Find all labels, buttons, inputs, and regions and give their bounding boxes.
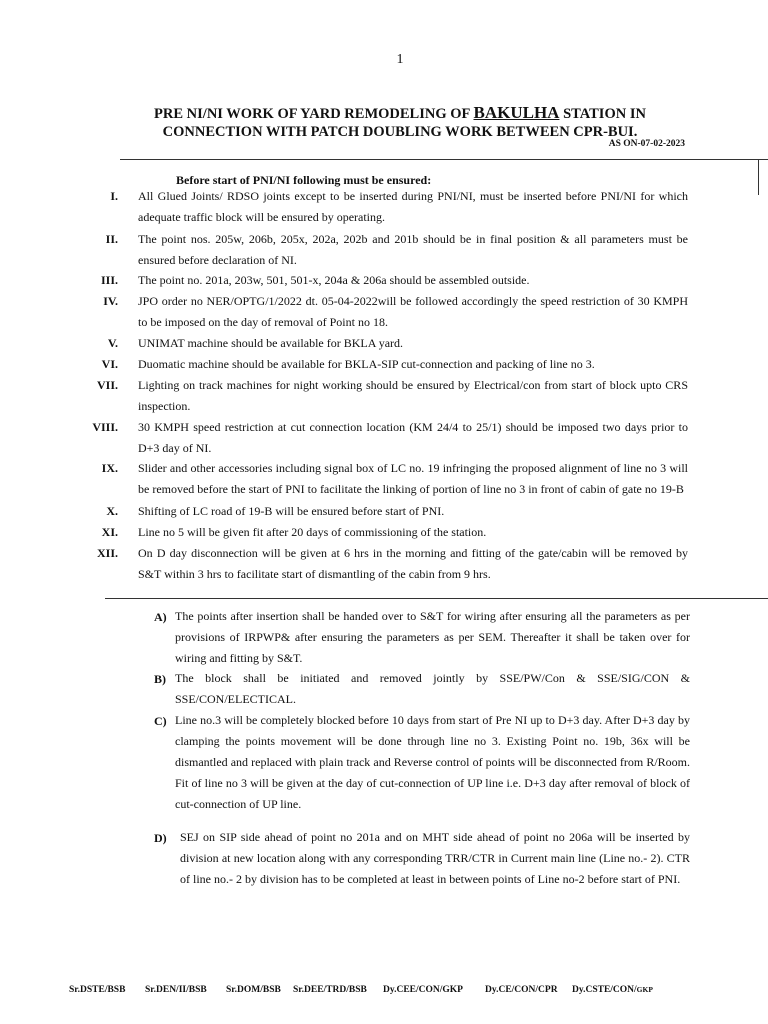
item-text: Duomatic machine should be available for BKLA-SIP cut-connection and packing of line no 3. — [138, 357, 595, 371]
item-number: IV. — [103, 294, 118, 308]
item-text: Line no 5 will be given fit after 20 days of commissioning of the station. — [138, 525, 487, 539]
item-number: I. — [110, 189, 118, 203]
item-text: 30 KMPH speed restriction at cut connection location (KM 24/4 to 25/1) should be imposed two days prior to D+3 day of NI. — [138, 420, 688, 455]
document-title-line-2: CONNECTION WITH PATCH DOUBLING WORK BETWEEN CPR-BUI. — [162, 124, 638, 140]
item-number: VII. — [96, 378, 118, 392]
item-text: All Glued Joints/ RDSO joints except to be inserted during PNI/NI, must be inserted before PNI/NI for which adequate traffic block will be ensured by operating. — [138, 189, 688, 224]
paragraph-text: Line no.3 will be completely blocked before 10 days from start of Pre NI up to D+3 day. After D+3 day by clamping the points movement will be done through line no 3. Existing Point no. 19b, 36x will be dismantled and replaced with plain track and Reverse control of points will be disconnected from R/Room. Fit of line no 3 will be given at the day of cut-connection of UP line i.e. D+3 day after removal of block of cut-connection of UP line. — [175, 713, 690, 811]
paragraph-letter: C) — [154, 714, 167, 728]
item-number: IX. — [101, 461, 118, 475]
item-text: Lighting on track machines for night working should be ensured by Electrical/con from start of block upto CRS inspection. — [138, 378, 688, 413]
item-number: XI. — [101, 525, 118, 539]
paragraph-text: The block shall be initiated and removed jointly by SSE/PW/Con & SSE/SIG/CON & SSE/CON/ELECTICAL. — [175, 671, 690, 706]
signatory: Sr.DOM/BSB — [226, 985, 281, 995]
item-text: Slider and other accessories including signal box of LC no. 19 infringing the proposed alignment of line no 3 will be removed before the start of PNI to facilitate the linking of portion of line no 3 in front of cabin of gate no 19-B — [138, 461, 688, 496]
paragraph-text: SEJ on SIP side ahead of point no 201a and on MHT side ahead of point no 206a will be inserted by division at new location along with any corresponding TRR/CTR in Current main line (Line no.- 2). CTR of line no.- 2 by division has to be completed at least in between points of Line no-2 before start of PNI. — [180, 830, 690, 886]
as-on-date: AS ON-07-02-2023 — [608, 139, 685, 149]
station-name: BAKULHA — [473, 103, 560, 122]
title-prefix: PRE NI/NI WORK OF YARD REMODELING OF — [154, 106, 474, 122]
paragraph-letter: A) — [154, 610, 167, 624]
divider-middle — [105, 598, 768, 599]
signatory-part: GKP — [636, 985, 653, 994]
signatory: Sr.DEE/TRD/BSB — [293, 985, 367, 995]
section-heading: Before start of PNI/NI following must be ensured: — [176, 173, 432, 187]
item-text: UNIMAT machine should be available for BKLA yard. — [138, 336, 404, 350]
item-number: VI. — [101, 357, 118, 371]
item-number: III. — [100, 273, 118, 287]
title-suffix: STATION IN — [559, 106, 646, 122]
item-text: Shifting of LC road of 19-B will be ensured before start of PNI. — [138, 504, 445, 518]
paragraph-letter: B) — [154, 672, 166, 686]
item-number: II. — [105, 232, 118, 246]
item-text: The point no. 201a, 203w, 501, 501-x, 204a & 206a should be assembled outside. — [138, 273, 530, 287]
paragraph-text: The points after insertion shall be handed over to S&T for wiring after ensuring all the parameters as per provisions of IRPWP& after ensuring the parameters as per SEM. Thereafter it shall be taken over for wiring and fitting by S&T. — [175, 609, 690, 665]
paragraph-letter: D) — [154, 831, 167, 845]
signatory-part: Dy.CSTE/CON/ — [572, 985, 637, 995]
item-text: On D day disconnection will be given at 6 hrs in the morning and fitting of the gate/cabin will be removed by S&T within 3 hrs to facilitate start of dismantling of the cabin from 9 hrs. — [138, 546, 688, 581]
signatory: Dy.CEE/CON/GKP — [383, 985, 463, 995]
divider-top — [120, 159, 768, 160]
item-number: X. — [106, 504, 118, 518]
signatory: Dy.CE/CON/CPR — [485, 985, 558, 995]
page-number: 1 — [396, 52, 404, 67]
signatory: Sr.DEN/II/BSB — [145, 985, 207, 995]
item-number: VIII. — [92, 420, 118, 434]
item-number: V. — [107, 336, 118, 350]
item-number: XII. — [96, 546, 118, 560]
item-text: JPO order no NER/OPTG/1/2022 dt. 05-04-2022will be followed accordingly the speed restriction of 30 KMPH to be imposed on the day of removal of Point no 18. — [138, 294, 688, 329]
signatory — [572, 985, 653, 995]
signatory: Sr.DSTE/BSB — [69, 985, 126, 995]
margin-line — [758, 159, 759, 195]
item-text: The point nos. 205w, 206b, 205x, 202a, 202b and 201b should be in final position & all parameters must be ensured before declaration of NI. — [138, 232, 688, 267]
